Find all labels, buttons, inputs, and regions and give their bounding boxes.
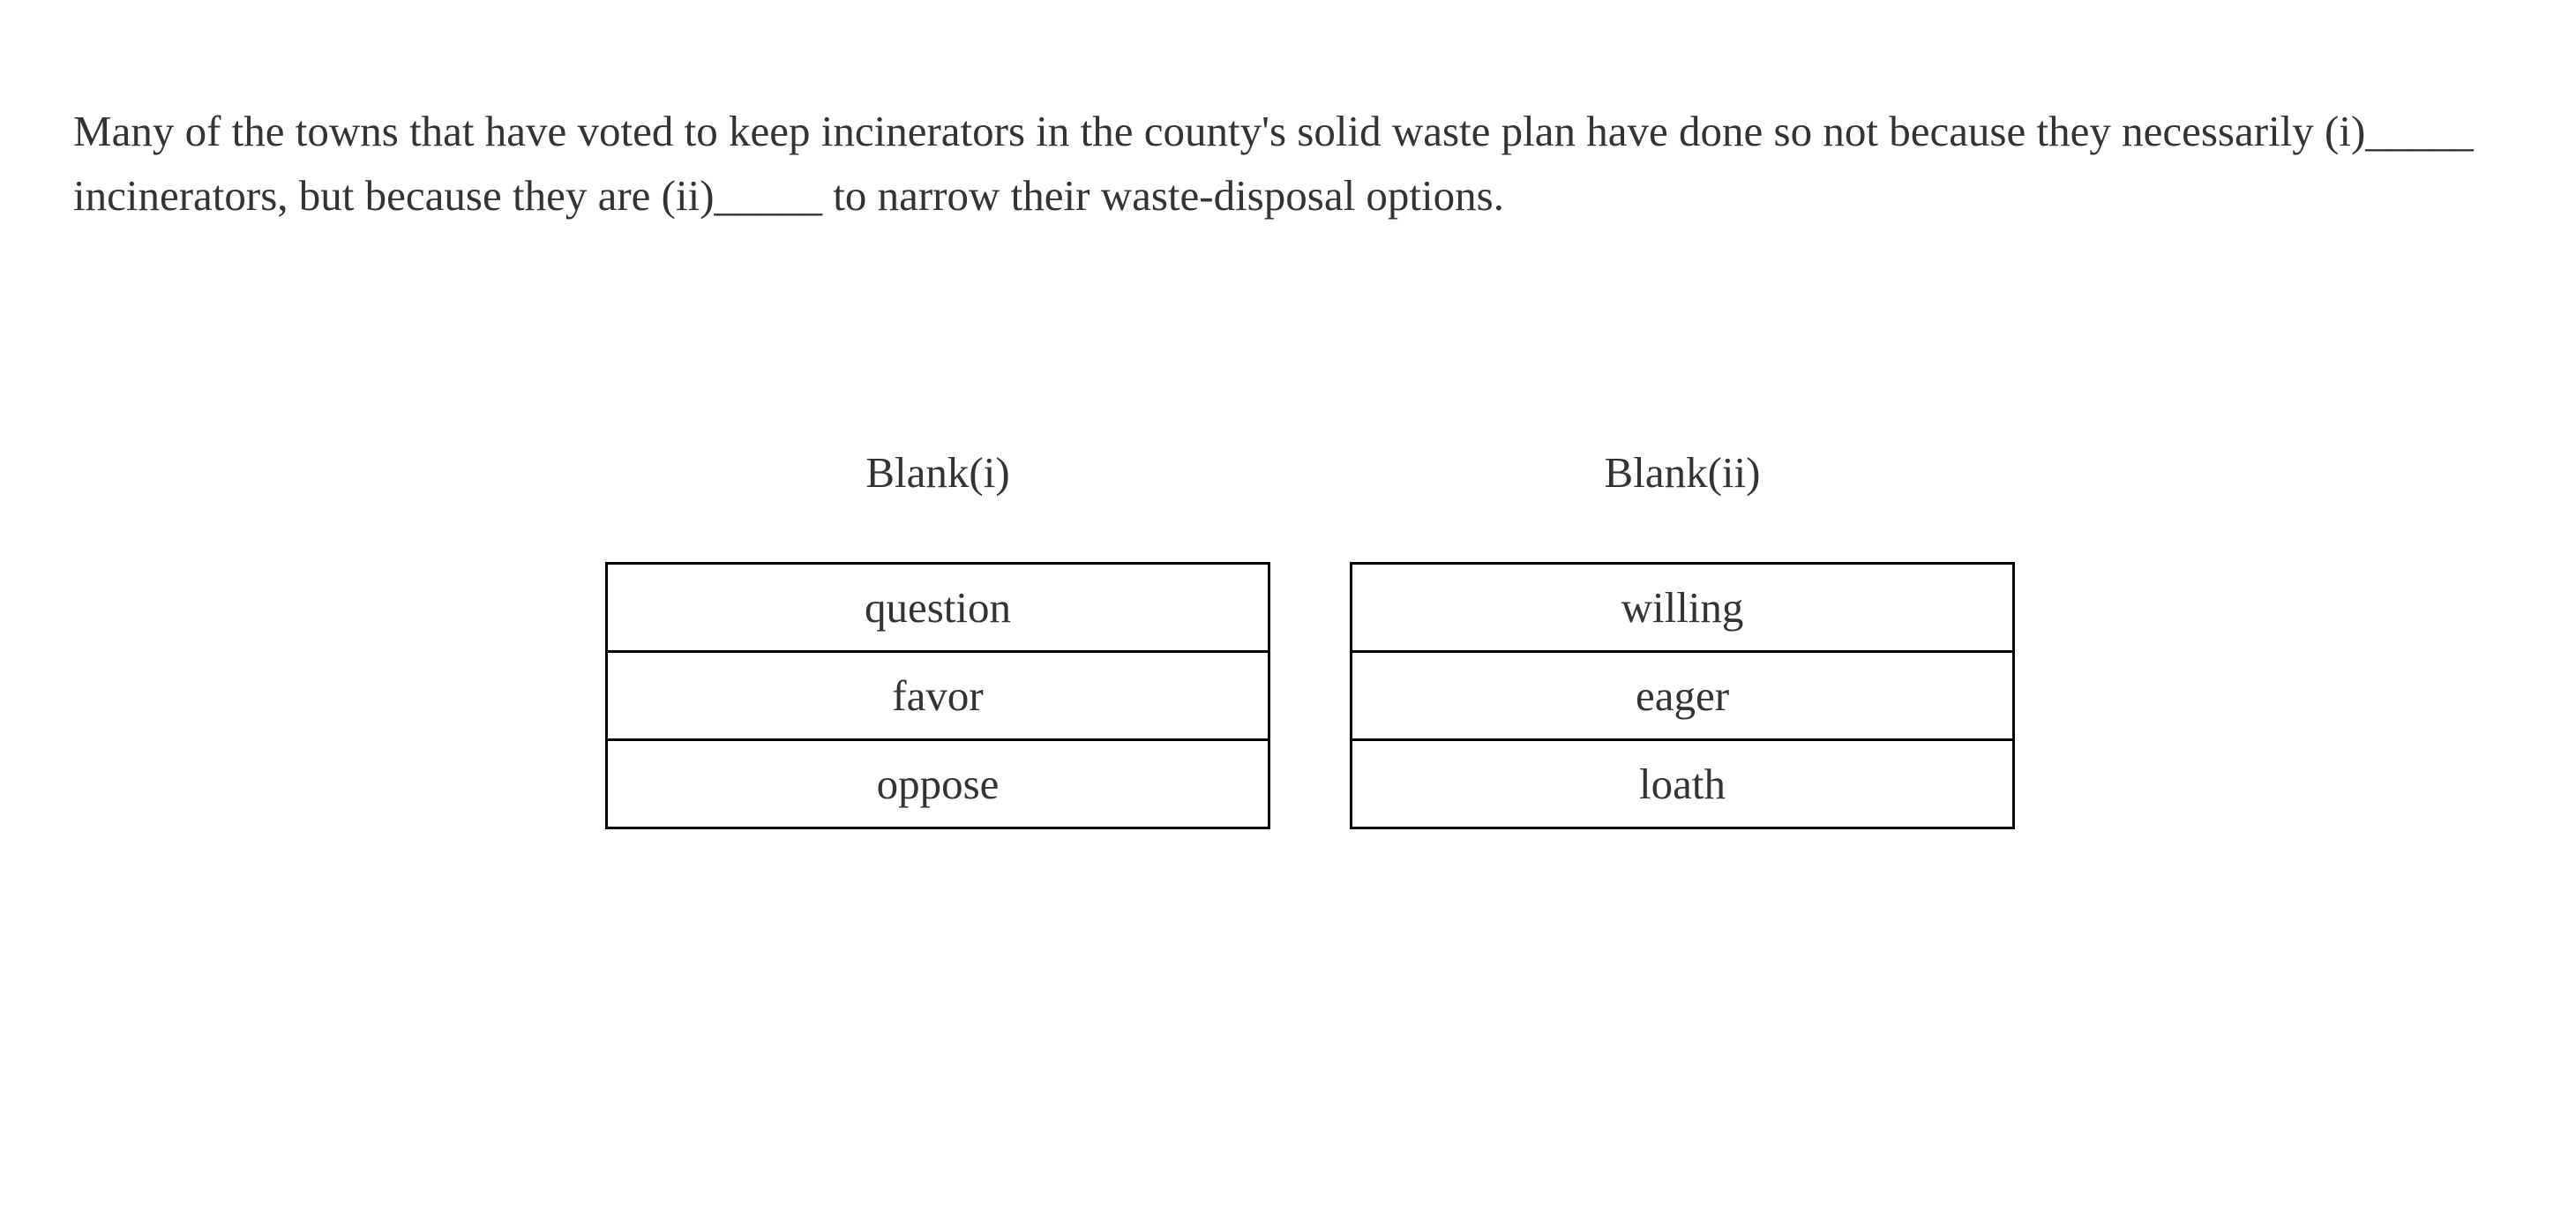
blank-ii-option[interactable]: eager bbox=[1352, 650, 2012, 738]
blank-i-option[interactable]: question bbox=[864, 583, 1012, 632]
blank-ii-option[interactable]: willing bbox=[1621, 583, 1744, 632]
blank-ii-option[interactable]: loath bbox=[1352, 738, 2012, 827]
blank-ii-column bbox=[1350, 441, 2015, 829]
blank-i-option[interactable]: oppose bbox=[608, 738, 1268, 827]
question-text: Many of the towns that have voted to keep incinerators in the county's solid waste plan have done so not because they necessarily (i)_____ incinerators, but because they are (ii)_____ to narrow their waste-disposal options. bbox=[73, 107, 2474, 220]
blank-i-column bbox=[605, 441, 1270, 829]
blank-i-option[interactable]: favor bbox=[608, 650, 1268, 738]
blank-i-title: Blank(i) bbox=[865, 448, 1010, 497]
blank-i-options bbox=[605, 562, 1270, 829]
blank-ii-title: Blank(ii) bbox=[1604, 448, 1761, 497]
blank-ii-options bbox=[1350, 562, 2015, 829]
